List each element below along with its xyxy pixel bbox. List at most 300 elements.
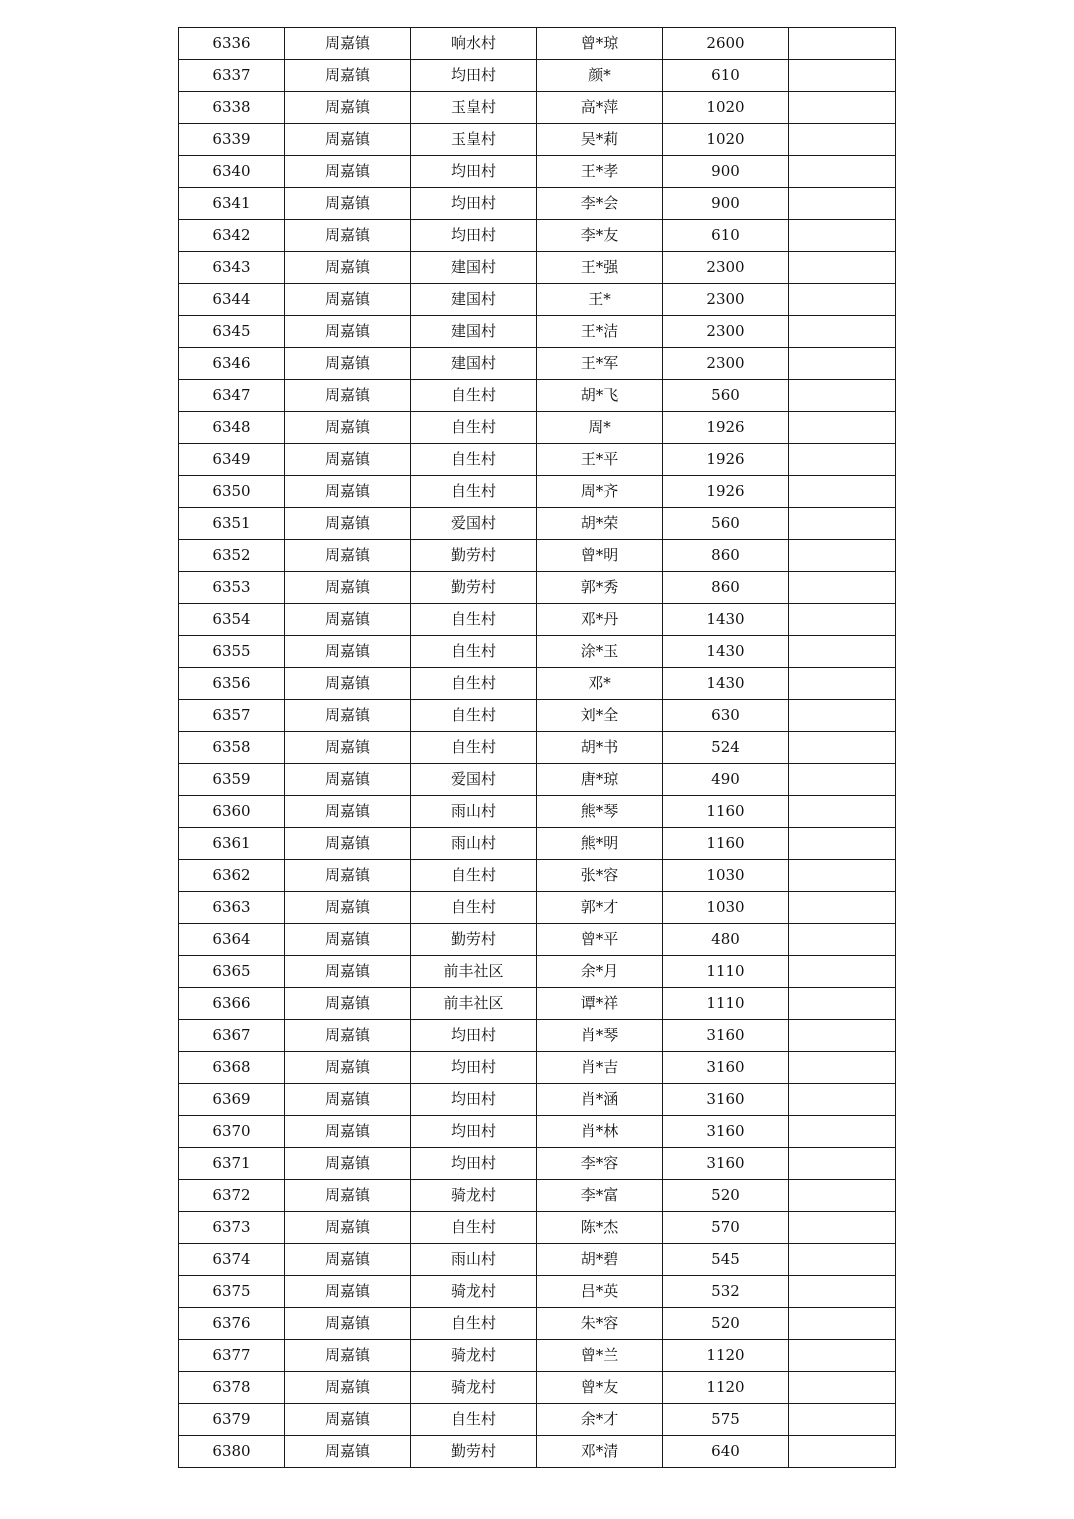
- name-cell: 熊*琴: [537, 796, 663, 828]
- serial-number-cell: 6345: [179, 316, 285, 348]
- village-cell: 自生村: [411, 604, 537, 636]
- serial-number-cell: 6341: [179, 188, 285, 220]
- table-row: [179, 988, 896, 1020]
- serial-number-cell: 6378: [179, 1372, 285, 1404]
- amount-cell: 640: [663, 1436, 789, 1468]
- serial-number-cell: 6374: [179, 1244, 285, 1276]
- serial-number-cell: 6343: [179, 252, 285, 284]
- serial-number-cell: 6363: [179, 892, 285, 924]
- name-cell: 胡*飞: [537, 380, 663, 412]
- town-cell: 周嘉镇: [285, 1404, 411, 1436]
- remarks-cell: [789, 1276, 896, 1308]
- serial-number-cell: 6369: [179, 1084, 285, 1116]
- table-row: [179, 1020, 896, 1052]
- serial-number-cell: 6360: [179, 796, 285, 828]
- village-cell: 均田村: [411, 60, 537, 92]
- table-row: [179, 508, 896, 540]
- remarks-cell: [789, 828, 896, 860]
- remarks-cell: [789, 892, 896, 924]
- table-row: [179, 924, 896, 956]
- remarks-cell: [789, 444, 896, 476]
- amount-cell: 520: [663, 1180, 789, 1212]
- town-cell: 周嘉镇: [285, 380, 411, 412]
- table-row: [179, 156, 896, 188]
- serial-number-cell: 6372: [179, 1180, 285, 1212]
- town-cell: 周嘉镇: [285, 1244, 411, 1276]
- remarks-cell: [789, 1116, 896, 1148]
- village-cell: 均田村: [411, 220, 537, 252]
- village-cell: 骑龙村: [411, 1276, 537, 1308]
- name-cell: 曾*平: [537, 924, 663, 956]
- remarks-cell: [789, 252, 896, 284]
- table-row: [179, 284, 896, 316]
- serial-number-cell: 6337: [179, 60, 285, 92]
- table-row: [179, 1404, 896, 1436]
- village-cell: 自生村: [411, 1308, 537, 1340]
- table-row: [179, 188, 896, 220]
- remarks-cell: [789, 860, 896, 892]
- village-cell: 自生村: [411, 732, 537, 764]
- serial-number-cell: 6371: [179, 1148, 285, 1180]
- serial-number-cell: 6377: [179, 1340, 285, 1372]
- amount-cell: 1926: [663, 412, 789, 444]
- amount-cell: 1110: [663, 956, 789, 988]
- village-cell: 骑龙村: [411, 1180, 537, 1212]
- name-cell: 李*容: [537, 1148, 663, 1180]
- town-cell: 周嘉镇: [285, 1148, 411, 1180]
- name-cell: 胡*书: [537, 732, 663, 764]
- remarks-cell: [789, 1212, 896, 1244]
- village-cell: 建国村: [411, 348, 537, 380]
- town-cell: 周嘉镇: [285, 124, 411, 156]
- table-row: [179, 1372, 896, 1404]
- amount-cell: 1160: [663, 828, 789, 860]
- remarks-cell: [789, 380, 896, 412]
- name-cell: 熊*明: [537, 828, 663, 860]
- serial-number-cell: 6359: [179, 764, 285, 796]
- amount-cell: 1120: [663, 1340, 789, 1372]
- town-cell: 周嘉镇: [285, 284, 411, 316]
- remarks-cell: [789, 156, 896, 188]
- table-row: [179, 540, 896, 572]
- table-row: [179, 124, 896, 156]
- town-cell: 周嘉镇: [285, 764, 411, 796]
- table-row: [179, 1180, 896, 1212]
- name-cell: 颜*: [537, 60, 663, 92]
- name-cell: 肖*涵: [537, 1084, 663, 1116]
- name-cell: 李*会: [537, 188, 663, 220]
- name-cell: 高*萍: [537, 92, 663, 124]
- records-table-body: [179, 28, 896, 1468]
- table-row: [179, 1244, 896, 1276]
- town-cell: 周嘉镇: [285, 252, 411, 284]
- amount-cell: 1030: [663, 892, 789, 924]
- remarks-cell: [789, 572, 896, 604]
- remarks-cell: [789, 316, 896, 348]
- table-row: [179, 412, 896, 444]
- serial-number-cell: 6354: [179, 604, 285, 636]
- serial-number-cell: 6340: [179, 156, 285, 188]
- remarks-cell: [789, 988, 896, 1020]
- village-cell: 爱国村: [411, 764, 537, 796]
- name-cell: 曾*明: [537, 540, 663, 572]
- remarks-cell: [789, 924, 896, 956]
- table-row: [179, 476, 896, 508]
- remarks-cell: [789, 1020, 896, 1052]
- amount-cell: 490: [663, 764, 789, 796]
- name-cell: 朱*容: [537, 1308, 663, 1340]
- amount-cell: 610: [663, 60, 789, 92]
- amount-cell: 1160: [663, 796, 789, 828]
- table-row: [179, 316, 896, 348]
- table-row: [179, 572, 896, 604]
- town-cell: 周嘉镇: [285, 668, 411, 700]
- amount-cell: 1430: [663, 668, 789, 700]
- serial-number-cell: 6339: [179, 124, 285, 156]
- amount-cell: 1926: [663, 476, 789, 508]
- village-cell: 自生村: [411, 444, 537, 476]
- village-cell: 均田村: [411, 188, 537, 220]
- remarks-cell: [789, 1340, 896, 1372]
- town-cell: 周嘉镇: [285, 220, 411, 252]
- name-cell: 胡*荣: [537, 508, 663, 540]
- village-cell: 自生村: [411, 412, 537, 444]
- remarks-cell: [789, 412, 896, 444]
- remarks-cell: [789, 732, 896, 764]
- town-cell: 周嘉镇: [285, 92, 411, 124]
- serial-number-cell: 6370: [179, 1116, 285, 1148]
- table-row: [179, 60, 896, 92]
- amount-cell: 524: [663, 732, 789, 764]
- amount-cell: 1020: [663, 124, 789, 156]
- town-cell: 周嘉镇: [285, 828, 411, 860]
- village-cell: 均田村: [411, 1084, 537, 1116]
- serial-number-cell: 6368: [179, 1052, 285, 1084]
- remarks-cell: [789, 700, 896, 732]
- village-cell: 勤劳村: [411, 540, 537, 572]
- serial-number-cell: 6353: [179, 572, 285, 604]
- name-cell: 郭*秀: [537, 572, 663, 604]
- table-row: [179, 700, 896, 732]
- town-cell: 周嘉镇: [285, 188, 411, 220]
- name-cell: 邓*丹: [537, 604, 663, 636]
- town-cell: 周嘉镇: [285, 732, 411, 764]
- town-cell: 周嘉镇: [285, 1052, 411, 1084]
- name-cell: 张*容: [537, 860, 663, 892]
- serial-number-cell: 6361: [179, 828, 285, 860]
- village-cell: 自生村: [411, 860, 537, 892]
- amount-cell: 1430: [663, 604, 789, 636]
- village-cell: 雨山村: [411, 1244, 537, 1276]
- amount-cell: 1926: [663, 444, 789, 476]
- town-cell: 周嘉镇: [285, 1020, 411, 1052]
- remarks-cell: [789, 604, 896, 636]
- village-cell: 前丰社区: [411, 956, 537, 988]
- amount-cell: 3160: [663, 1116, 789, 1148]
- town-cell: 周嘉镇: [285, 1084, 411, 1116]
- town-cell: 周嘉镇: [285, 796, 411, 828]
- serial-number-cell: 6344: [179, 284, 285, 316]
- name-cell: 李*富: [537, 1180, 663, 1212]
- remarks-cell: [789, 348, 896, 380]
- name-cell: 吴*莉: [537, 124, 663, 156]
- serial-number-cell: 6351: [179, 508, 285, 540]
- table-row: [179, 668, 896, 700]
- name-cell: 曾*友: [537, 1372, 663, 1404]
- name-cell: 王*孝: [537, 156, 663, 188]
- amount-cell: 630: [663, 700, 789, 732]
- village-cell: 建国村: [411, 316, 537, 348]
- name-cell: 肖*吉: [537, 1052, 663, 1084]
- table-row: [179, 1308, 896, 1340]
- amount-cell: 3160: [663, 1084, 789, 1116]
- serial-number-cell: 6380: [179, 1436, 285, 1468]
- village-cell: 勤劳村: [411, 572, 537, 604]
- amount-cell: 560: [663, 508, 789, 540]
- town-cell: 周嘉镇: [285, 572, 411, 604]
- town-cell: 周嘉镇: [285, 348, 411, 380]
- village-cell: 均田村: [411, 1052, 537, 1084]
- town-cell: 周嘉镇: [285, 892, 411, 924]
- name-cell: 肖*琴: [537, 1020, 663, 1052]
- table-row: [179, 1052, 896, 1084]
- table-row: [179, 252, 896, 284]
- name-cell: 唐*琼: [537, 764, 663, 796]
- name-cell: 肖*林: [537, 1116, 663, 1148]
- village-cell: 自生村: [411, 892, 537, 924]
- amount-cell: 1120: [663, 1372, 789, 1404]
- remarks-cell: [789, 1180, 896, 1212]
- remarks-cell: [789, 92, 896, 124]
- name-cell: 周*齐: [537, 476, 663, 508]
- table-row: [179, 1276, 896, 1308]
- serial-number-cell: 6373: [179, 1212, 285, 1244]
- amount-cell: 860: [663, 540, 789, 572]
- town-cell: 周嘉镇: [285, 1116, 411, 1148]
- village-cell: 爱国村: [411, 508, 537, 540]
- remarks-cell: [789, 1084, 896, 1116]
- village-cell: 勤劳村: [411, 1436, 537, 1468]
- name-cell: 吕*英: [537, 1276, 663, 1308]
- table-row: [179, 1084, 896, 1116]
- table-row: [179, 1340, 896, 1372]
- serial-number-cell: 6358: [179, 732, 285, 764]
- name-cell: 郭*才: [537, 892, 663, 924]
- town-cell: 周嘉镇: [285, 956, 411, 988]
- village-cell: 自生村: [411, 700, 537, 732]
- town-cell: 周嘉镇: [285, 476, 411, 508]
- village-cell: 均田村: [411, 1148, 537, 1180]
- town-cell: 周嘉镇: [285, 1340, 411, 1372]
- name-cell: 谭*祥: [537, 988, 663, 1020]
- village-cell: 均田村: [411, 156, 537, 188]
- name-cell: 周*: [537, 412, 663, 444]
- town-cell: 周嘉镇: [285, 156, 411, 188]
- serial-number-cell: 6352: [179, 540, 285, 572]
- village-cell: 前丰社区: [411, 988, 537, 1020]
- town-cell: 周嘉镇: [285, 636, 411, 668]
- table-row: [179, 1212, 896, 1244]
- remarks-cell: [789, 1372, 896, 1404]
- town-cell: 周嘉镇: [285, 1308, 411, 1340]
- serial-number-cell: 6376: [179, 1308, 285, 1340]
- amount-cell: 570: [663, 1212, 789, 1244]
- serial-number-cell: 6375: [179, 1276, 285, 1308]
- amount-cell: 3160: [663, 1052, 789, 1084]
- table-row: [179, 892, 896, 924]
- table-row: [179, 604, 896, 636]
- village-cell: 玉皇村: [411, 92, 537, 124]
- town-cell: 周嘉镇: [285, 1276, 411, 1308]
- amount-cell: 900: [663, 188, 789, 220]
- remarks-cell: [789, 668, 896, 700]
- name-cell: 李*友: [537, 220, 663, 252]
- remarks-cell: [789, 1436, 896, 1468]
- village-cell: 雨山村: [411, 796, 537, 828]
- town-cell: 周嘉镇: [285, 540, 411, 572]
- village-cell: 骑龙村: [411, 1340, 537, 1372]
- remarks-cell: [789, 188, 896, 220]
- village-cell: 自生村: [411, 476, 537, 508]
- village-cell: 建国村: [411, 284, 537, 316]
- serial-number-cell: 6366: [179, 988, 285, 1020]
- name-cell: 王*平: [537, 444, 663, 476]
- village-cell: 雨山村: [411, 828, 537, 860]
- amount-cell: 480: [663, 924, 789, 956]
- village-cell: 自生村: [411, 380, 537, 412]
- remarks-cell: [789, 1404, 896, 1436]
- table-row: [179, 860, 896, 892]
- village-cell: 建国村: [411, 252, 537, 284]
- table-row: [179, 92, 896, 124]
- table-row: [179, 28, 896, 60]
- table-row: [179, 828, 896, 860]
- amount-cell: 2300: [663, 316, 789, 348]
- remarks-cell: [789, 956, 896, 988]
- serial-number-cell: 6350: [179, 476, 285, 508]
- remarks-cell: [789, 476, 896, 508]
- amount-cell: 532: [663, 1276, 789, 1308]
- records-table: [178, 27, 896, 1468]
- name-cell: 余*才: [537, 1404, 663, 1436]
- table-row: [179, 956, 896, 988]
- name-cell: 涂*玉: [537, 636, 663, 668]
- amount-cell: 610: [663, 220, 789, 252]
- amount-cell: 575: [663, 1404, 789, 1436]
- amount-cell: 2300: [663, 348, 789, 380]
- town-cell: 周嘉镇: [285, 60, 411, 92]
- town-cell: 周嘉镇: [285, 860, 411, 892]
- town-cell: 周嘉镇: [285, 444, 411, 476]
- amount-cell: 900: [663, 156, 789, 188]
- remarks-cell: [789, 284, 896, 316]
- serial-number-cell: 6379: [179, 1404, 285, 1436]
- remarks-cell: [789, 1308, 896, 1340]
- table-row: [179, 764, 896, 796]
- village-cell: 骑龙村: [411, 1372, 537, 1404]
- amount-cell: 1020: [663, 92, 789, 124]
- village-cell: 自生村: [411, 1212, 537, 1244]
- serial-number-cell: 6348: [179, 412, 285, 444]
- serial-number-cell: 6347: [179, 380, 285, 412]
- serial-number-cell: 6357: [179, 700, 285, 732]
- remarks-cell: [789, 508, 896, 540]
- serial-number-cell: 6362: [179, 860, 285, 892]
- amount-cell: 860: [663, 572, 789, 604]
- serial-number-cell: 6356: [179, 668, 285, 700]
- remarks-cell: [789, 124, 896, 156]
- remarks-cell: [789, 540, 896, 572]
- name-cell: 王*洁: [537, 316, 663, 348]
- town-cell: 周嘉镇: [285, 508, 411, 540]
- town-cell: 周嘉镇: [285, 700, 411, 732]
- table-row: [179, 1436, 896, 1468]
- table-row: [179, 220, 896, 252]
- table-row: [179, 732, 896, 764]
- town-cell: 周嘉镇: [285, 28, 411, 60]
- remarks-cell: [789, 636, 896, 668]
- serial-number-cell: 6342: [179, 220, 285, 252]
- town-cell: 周嘉镇: [285, 1436, 411, 1468]
- town-cell: 周嘉镇: [285, 1212, 411, 1244]
- remarks-cell: [789, 220, 896, 252]
- town-cell: 周嘉镇: [285, 1372, 411, 1404]
- serial-number-cell: 6349: [179, 444, 285, 476]
- amount-cell: 560: [663, 380, 789, 412]
- name-cell: 邓*: [537, 668, 663, 700]
- name-cell: 邓*清: [537, 1436, 663, 1468]
- serial-number-cell: 6365: [179, 956, 285, 988]
- serial-number-cell: 6346: [179, 348, 285, 380]
- name-cell: 刘*全: [537, 700, 663, 732]
- village-cell: 自生村: [411, 668, 537, 700]
- amount-cell: 1110: [663, 988, 789, 1020]
- table-row: [179, 348, 896, 380]
- town-cell: 周嘉镇: [285, 988, 411, 1020]
- village-cell: 均田村: [411, 1020, 537, 1052]
- village-cell: 自生村: [411, 1404, 537, 1436]
- table-row: [179, 1116, 896, 1148]
- town-cell: 周嘉镇: [285, 1180, 411, 1212]
- remarks-cell: [789, 1052, 896, 1084]
- amount-cell: 3160: [663, 1020, 789, 1052]
- remarks-cell: [789, 28, 896, 60]
- name-cell: 王*强: [537, 252, 663, 284]
- village-cell: 勤劳村: [411, 924, 537, 956]
- amount-cell: 2600: [663, 28, 789, 60]
- town-cell: 周嘉镇: [285, 604, 411, 636]
- name-cell: 王*: [537, 284, 663, 316]
- town-cell: 周嘉镇: [285, 924, 411, 956]
- remarks-cell: [789, 1244, 896, 1276]
- amount-cell: 545: [663, 1244, 789, 1276]
- amount-cell: 2300: [663, 252, 789, 284]
- serial-number-cell: 6336: [179, 28, 285, 60]
- name-cell: 曾*琼: [537, 28, 663, 60]
- village-cell: 自生村: [411, 636, 537, 668]
- table-row: [179, 444, 896, 476]
- remarks-cell: [789, 796, 896, 828]
- town-cell: 周嘉镇: [285, 412, 411, 444]
- village-cell: 响水村: [411, 28, 537, 60]
- table-row: [179, 796, 896, 828]
- table-row: [179, 380, 896, 412]
- name-cell: 曾*兰: [537, 1340, 663, 1372]
- serial-number-cell: 6338: [179, 92, 285, 124]
- serial-number-cell: 6355: [179, 636, 285, 668]
- name-cell: 胡*碧: [537, 1244, 663, 1276]
- table-row: [179, 1148, 896, 1180]
